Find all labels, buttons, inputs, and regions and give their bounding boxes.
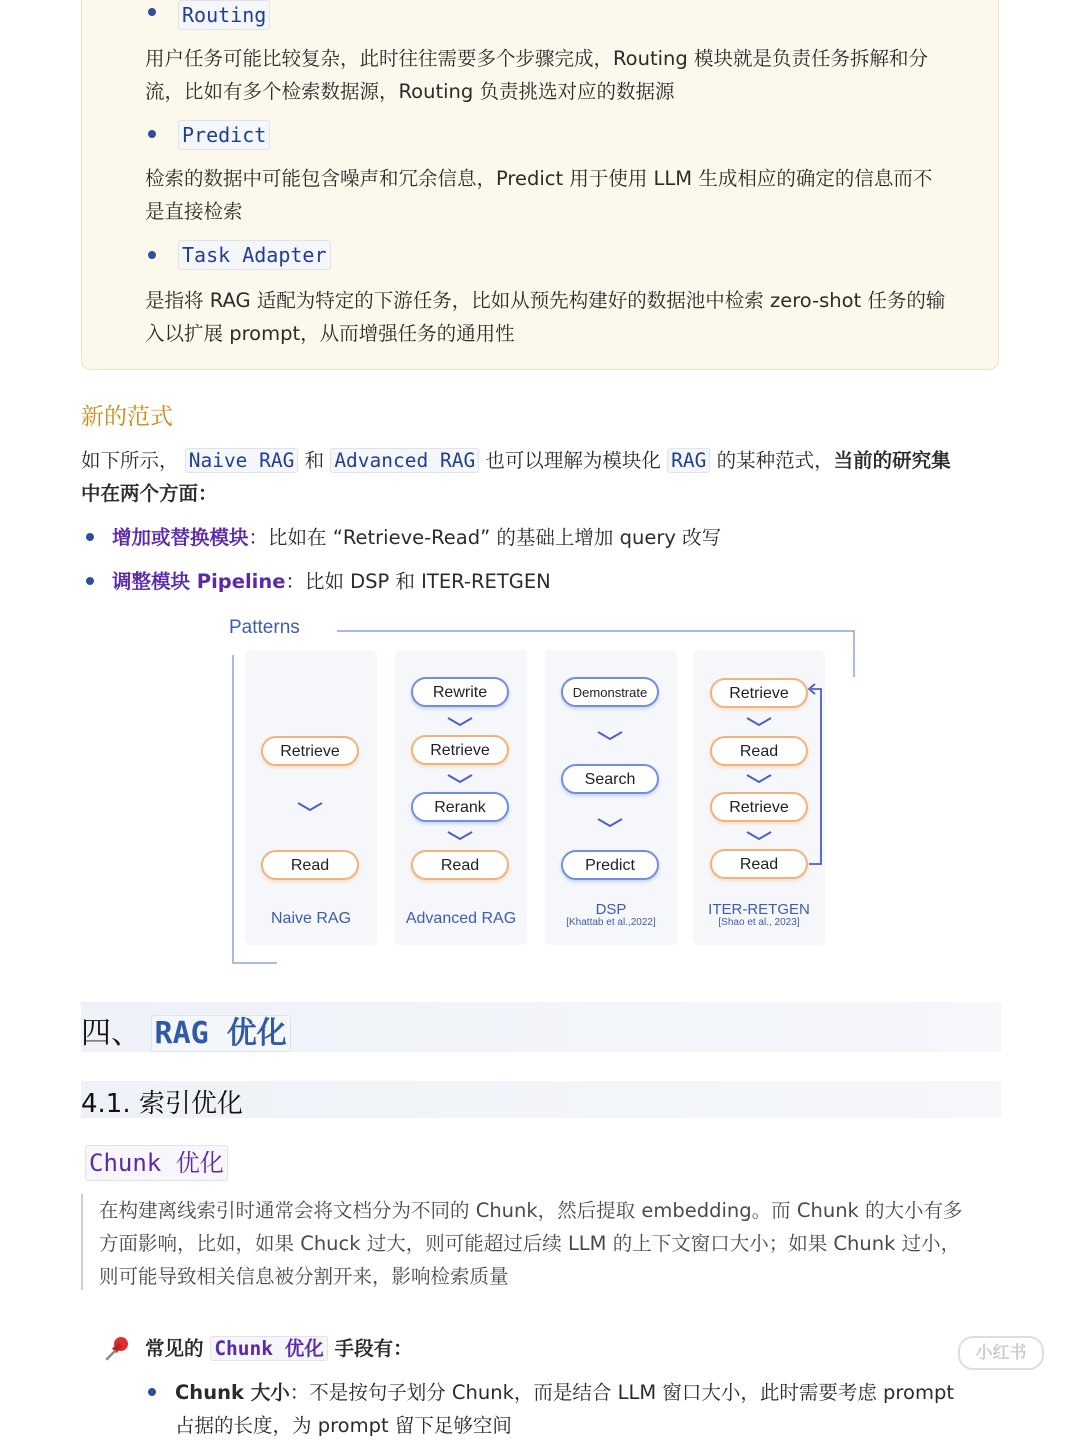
task-adapter-tag: Task Adapter [178,240,331,270]
pushpin-icon [104,1334,132,1362]
chunk-optimization-heading: Chunk 优化 [85,1145,228,1181]
intro-bold: 当前的研究集 [833,449,951,472]
chunk-size-label: Chunk 大小 [175,1381,290,1404]
node-demonstrate: Demonstrate [561,677,659,707]
iter-retgen-label: ITER-RETGEN [708,901,810,918]
iter-retgen-citation: [Shao et al., 2023] [718,917,800,928]
chunk-opt-code: Chunk 优化 [210,1336,327,1361]
intro-text: 和 [304,449,325,472]
node-read: Read [411,850,509,880]
node-rerank: Rerank [411,792,509,822]
bullet-dot [86,533,94,541]
tip-prefix: 常见的 [145,1337,204,1360]
node-retrieve: Retrieve [710,792,808,822]
loop-back-arrow-icon [805,683,829,869]
chunk-size-bullet-line1 [175,1376,954,1409]
rag-code: RAG [667,448,710,473]
node-read: Read [710,736,808,766]
predict-desc-line1: 检索的数据中可能包含噪声和冗余信息，Predict 用于使用 LLM 生成相应的确定的信息而不 [145,167,933,190]
bullet-label: 调整模块 Pipeline [112,570,286,593]
node-read: Read [710,849,808,879]
bullet-text: ：比如在 “Retrieve-Read” 的基础上增加 query 改写 [248,526,722,549]
new-paradigm-heading: 新的范式 [81,404,173,430]
intro-text: 如下所示， [81,449,179,472]
bullet-dot [148,130,156,138]
node-predict: Predict [561,850,659,880]
chevron-down-icon [746,831,772,841]
quote-line1: 在构建离线索引时通常会将文档分为不同的 Chunk，然后提取 embedding。而 Chunk 的大小有多 [99,1199,963,1222]
node-rewrite: Rewrite [411,677,509,707]
advanced-rag-code: Advanced RAG [330,448,479,473]
chevron-down-icon [447,774,473,784]
intro-text: 的某种范式， [716,449,834,472]
chevron-down-icon [597,818,623,828]
naive-rag-code: Naive RAG [185,448,299,473]
chevron-down-icon [297,802,323,812]
patterns-title: Patterns [229,617,300,638]
watermark-logo: 小红书 [958,1336,1044,1370]
bullet-dot [148,251,156,259]
blockquote-bar [81,1194,83,1290]
node-retrieve: Retrieve [261,736,359,766]
node-retrieve: Retrieve [710,678,808,708]
node-retrieve: Retrieve [411,735,509,765]
chunk-size-text: ：不是按句子划分 Chunk，而是结合 LLM 窗口大小，此时需要考虑 prompt [289,1381,954,1404]
node-search: Search [561,764,659,794]
paradigm-intro-line2: 中在两个方面： [81,482,218,505]
predict-tag: Predict [178,120,270,150]
chevron-down-icon [746,774,772,784]
advanced-rag-label: Advanced RAG [405,910,517,927]
bullet-label: 增加或替换模块 [112,526,249,549]
chunk-size-bullet-line2: 占据的长度，为 prompt 留下足够空间 [175,1414,512,1437]
naive-rag-label: Naive RAG [270,910,352,927]
dsp-citation: [Khattab et al.,2022] [566,917,656,928]
heading-prefix: 四、 [81,1016,141,1051]
dsp-label: DSP [595,901,627,918]
paradigm-intro-line1 [81,444,951,477]
task-adapter-desc-line1: 是指将 RAG 适配为特定的下游任务，比如从预先构建好的数据池中检索 zero-shot 任务的输 [145,289,946,312]
quote-line2: 方面影响，比如，如果 Chuck 过大，则可能超过后续 LLM 的上下文窗口大小；如果 Chunk 过小， [99,1232,961,1255]
tip-line [145,1332,413,1365]
tip-suffix: 手段有： [334,1337,413,1360]
intro-text: 也可以理解为模块化 [485,449,661,472]
bullet-text: ：比如 DSP 和 ITER-RETGEN [285,570,551,593]
chevron-down-icon [597,731,623,741]
chevron-down-icon [447,717,473,727]
section4-heading [81,1008,291,1052]
routing-desc-line2: 流，比如有多个检索数据源，Routing 负责挑选对应的数据源 [145,80,675,103]
routing-desc-line1: 用户任务可能比较复杂，此时往往需要多个步骤完成，Routing 模块就是负责任务拆解和分 [145,47,928,70]
bullet-dot [148,1388,156,1396]
chevron-down-icon [746,717,772,727]
rag-optimization-code: RAG 优化 [151,1015,291,1052]
paradigm-bullet-2 [112,565,551,598]
chevron-down-icon [447,831,473,841]
task-adapter-desc-line2: 入以扩展 prompt，从而增强任务的通用性 [145,322,515,345]
routing-tag: Routing [178,0,270,30]
predict-desc-line2: 是直接检索 [145,200,243,223]
patterns-diagram [225,615,865,970]
bullet-dot [86,577,94,585]
index-optimization-heading: 4.1. 索引优化 [81,1089,243,1119]
bullet-dot [148,8,156,16]
node-read: Read [261,850,359,880]
paradigm-bullet-1 [112,521,721,554]
quote-line3: 则可能导致相关信息被分割开来，影响检索质量 [99,1265,509,1288]
naive-rag-column [245,650,377,945]
